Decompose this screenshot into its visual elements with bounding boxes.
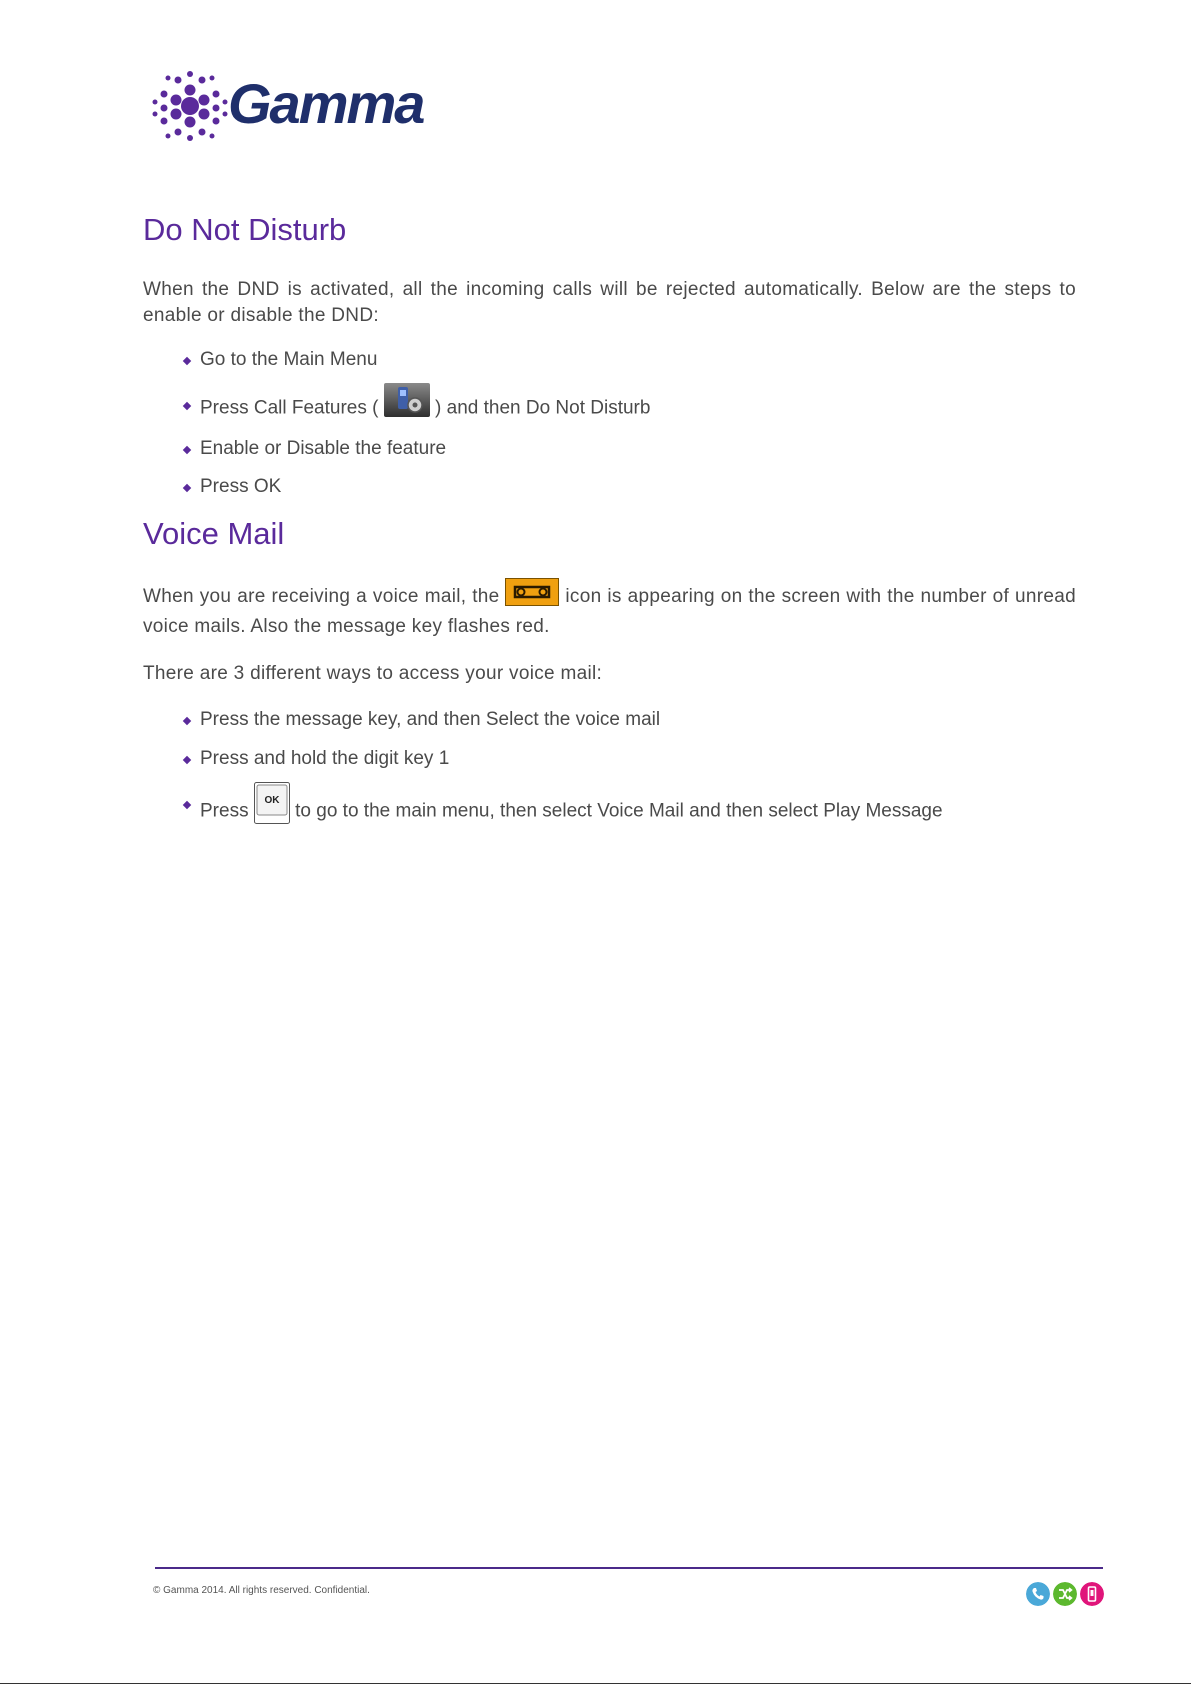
list-item: Press Call Features ( ) and then Do Not Disturb — [143, 383, 1076, 434]
phone-icon — [1026, 1582, 1050, 1606]
dnd-steps-list — [143, 347, 1076, 500]
list-item: Press OK — [143, 474, 1076, 500]
bullet-icon — [183, 717, 191, 725]
voicemail-steps-list — [143, 707, 1076, 841]
footer-divider — [155, 1567, 1103, 1569]
page-edge — [0, 1683, 1191, 1684]
footer-icons — [1026, 1582, 1106, 1608]
bullet-icon — [183, 801, 191, 809]
bullet-icon — [183, 446, 191, 454]
svg-text:OK: OK — [264, 795, 280, 806]
ok-key-icon — [254, 782, 290, 841]
dnd-intro: When the DND is activated, all the incoming calls will be rejected automatically. Below are the steps to enable or disable the DND: — [143, 279, 1076, 326]
list-item: Enable or Disable the feature — [143, 436, 1076, 462]
logo-wordmark: Gamma — [228, 72, 424, 135]
list-item: Press the message key, and then Select the voice mail — [143, 707, 1076, 733]
bullet-icon — [183, 402, 191, 410]
document-body — [143, 210, 1076, 841]
mobile-icon — [1080, 1582, 1104, 1606]
list-item: Press OK to go to the main menu, then select Voice Mail and then select Play Message — [143, 782, 1076, 841]
gamma-logo — [150, 66, 424, 146]
footer-copyright: © Gamma 2014. All rights reserved. Confidential. — [153, 1585, 370, 1596]
list-item: Go to the Main Menu — [143, 347, 1076, 373]
voicemail-tape-icon — [505, 578, 559, 614]
call-features-icon — [384, 383, 430, 434]
voicemail-intro: When you are receiving a voice mail, the icon is appearing on the screen with the number of unread voice mails. Also the message key flashes red. — [143, 578, 1076, 640]
voicemail-ways-intro: There are 3 different ways to access your voice mail: — [143, 663, 603, 684]
section-heading-dnd: Do Not Disturb — [143, 212, 347, 247]
bullet-icon — [183, 756, 191, 764]
bullet-icon — [183, 357, 191, 365]
section-heading-voicemail: Voice Mail — [143, 516, 285, 551]
network-icon — [1053, 1582, 1077, 1606]
bullet-icon — [183, 484, 191, 492]
logo-dots-icon — [150, 66, 230, 146]
list-item: Press and hold the digit key 1 — [143, 746, 1076, 772]
